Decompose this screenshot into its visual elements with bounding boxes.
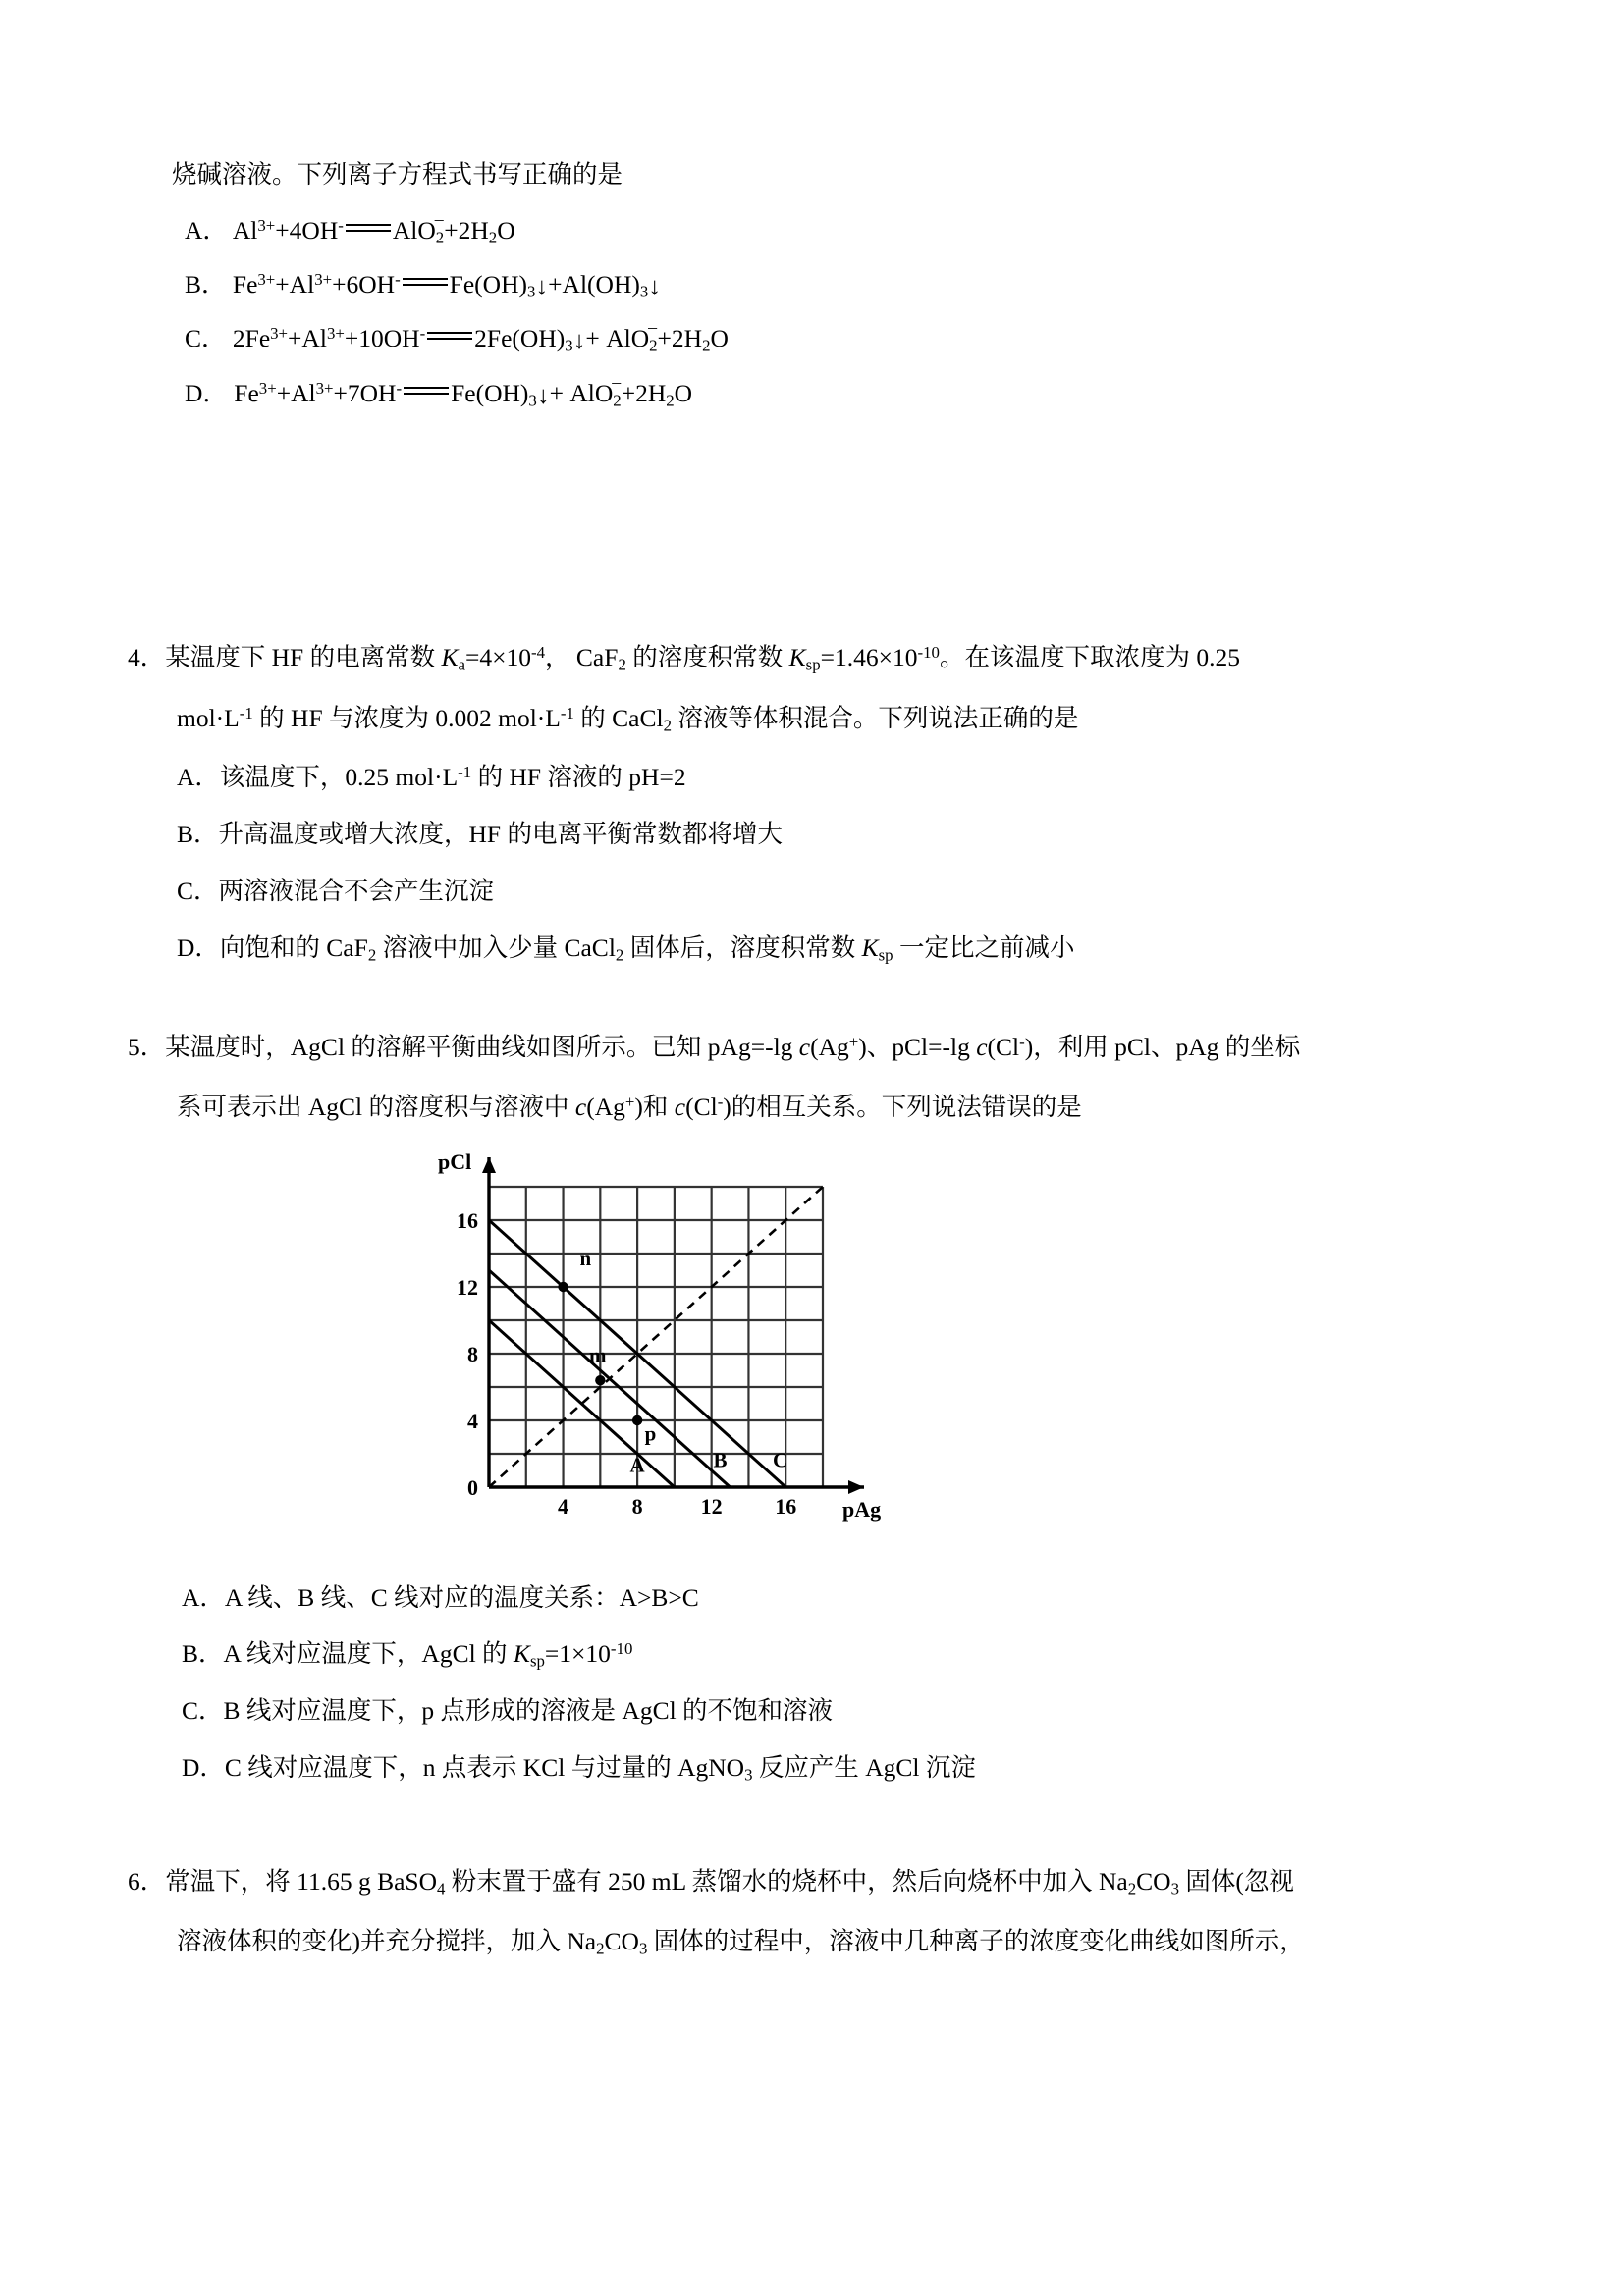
q5-stem1-part4: (Cl — [987, 1033, 1020, 1061]
q4-Ka: K — [441, 643, 459, 671]
q3-option-a-label: A． — [185, 216, 228, 244]
q5-option-d-text2: 反应产生 AgCl 沉淀 — [752, 1753, 976, 1782]
q5-stem2-c1: c — [574, 1093, 587, 1121]
q5-stem2-part5: )的相互关系。下列说法错误的是 — [723, 1093, 1082, 1121]
agcl-solubility-chart — [412, 1149, 962, 1556]
q5-option-b-label: B． — [182, 1639, 224, 1668]
q4-option-d-ksp-sub: sp — [878, 945, 893, 965]
q6-line1-part2: 粉末置于盛有 250 mL 蒸馏水的烧杯中，然后向烧杯中加入 Na — [445, 1867, 1128, 1896]
q4-exp1: -4 — [531, 642, 546, 662]
q4-option-d — [177, 929, 1074, 966]
q5-stem2-part1: 系可表示出 AgCl 的溶度积与溶液中 — [177, 1093, 575, 1121]
q4-stem-part3: ， CaF — [545, 643, 619, 671]
q4-stem-part1: 某温度下 HF 的电离常数 — [165, 643, 442, 671]
q5-stem2-part2: (Ag — [586, 1093, 625, 1121]
q5-option-d-sub: 3 — [744, 1765, 753, 1785]
q5-option-b-ksp-sub: sp — [529, 1651, 545, 1671]
y-tick-label: 16 — [457, 1208, 478, 1233]
q4-stem-part6: 。在该温度下取浓度为 0.25 — [939, 643, 1240, 671]
equals-bar-icon — [403, 277, 448, 288]
q5-option-a-text: A 线、B 线、C 线对应的温度关系：A>B>C — [224, 1583, 699, 1612]
q4-stem2-part1: mol·L — [177, 704, 240, 732]
q5-option-a — [182, 1578, 699, 1614]
y-tick-label: 4 — [467, 1409, 478, 1433]
q5-stem1-part5: )，利用 pCl、pAg 的坐标 — [1024, 1033, 1301, 1061]
q4-option-d-text4: 一定比之前减小 — [893, 934, 1075, 962]
x-tick-label: 16 — [775, 1494, 797, 1519]
q6-line1-part3: CO — [1136, 1867, 1171, 1896]
q5-stem-line1 — [128, 1028, 1300, 1063]
q5-option-d-text1: C 线对应温度下，n 点表示 KCl 与过量的 AgNO — [224, 1753, 745, 1782]
q3-option-d-label: D． — [185, 379, 228, 407]
q5-option-c — [182, 1691, 833, 1727]
q3-option-d — [185, 371, 693, 411]
q5-option-b-text2: =1×10 — [544, 1639, 611, 1668]
q4-caf2-sub: 2 — [618, 655, 626, 674]
q5-stem-line2 — [177, 1088, 1082, 1123]
q6-line2-co3-sub: 3 — [638, 1939, 648, 1958]
equals-bar-icon — [427, 331, 472, 342]
q6-number: 6． — [128, 1867, 166, 1896]
q5-stem1-part3: )、pCl=-lg — [858, 1033, 977, 1061]
q5-number: 5． — [128, 1033, 166, 1061]
data-point-n — [558, 1282, 568, 1292]
q5-stem2-part4: (Cl — [685, 1093, 718, 1121]
equals-bar-icon — [404, 386, 449, 397]
x-tick-label: 8 — [631, 1494, 643, 1519]
series-label-B: B — [713, 1448, 728, 1472]
q5-stem2-part3: )和 — [634, 1093, 675, 1121]
data-point-label-m: m — [589, 1343, 607, 1367]
q4-option-c-label: C． — [177, 877, 219, 905]
q3-stem-text: 烧碱溶液。下列离子方程式书写正确的是 — [172, 160, 623, 188]
q4-exp2: -10 — [917, 642, 940, 662]
q6-line1-part4: 固体(忽视 — [1179, 1867, 1294, 1896]
q5-option-b — [182, 1634, 632, 1672]
q4-stem-line1 — [128, 638, 1240, 675]
q4-option-c — [177, 872, 494, 907]
q4-Ka-sub: a — [458, 655, 465, 674]
q5-stem2-sup2: - — [717, 1092, 724, 1111]
q5-c2: c — [976, 1033, 988, 1061]
equals-bar-icon — [346, 223, 391, 234]
data-point-m — [595, 1375, 605, 1385]
q6-line2-na2-sub: 2 — [596, 1939, 605, 1958]
q5-option-b-sup: -10 — [610, 1638, 633, 1658]
data-point-label-n: n — [579, 1246, 592, 1270]
q4-option-a-label: A． — [177, 763, 220, 791]
q4-option-a-sup: -1 — [458, 762, 472, 781]
q3-option-b-label: B． — [185, 270, 227, 298]
q4-option-d-ksp: K — [861, 934, 879, 962]
x-tick-label: 4 — [558, 1494, 569, 1519]
q5-stem1-sup1: + — [848, 1032, 859, 1051]
q4-option-d-text1: 向饱和的 CaF — [219, 934, 368, 962]
q6-line2-part3: 固体的过程中，溶液中几种离子的浓度变化曲线如图所示， — [647, 1927, 1305, 1955]
q3-option-a-formula: $Al^{3+}+4OH^-$ AlO$_2$ – $+2H_2O$ — [232, 208, 515, 247]
q4-option-d-label: D． — [177, 934, 220, 962]
x-axis-title: pAg — [842, 1497, 882, 1522]
q3-stem — [172, 155, 623, 190]
q5-stem2-sup1: + — [624, 1092, 635, 1111]
q5-option-b-text1: A 线对应温度下，AgCl 的 — [223, 1639, 514, 1668]
y-tick-label: 8 — [467, 1342, 478, 1366]
q4-stem2-part3: 的 CaCl — [573, 704, 664, 732]
data-point-p — [632, 1415, 642, 1425]
q5-c1: c — [798, 1033, 811, 1061]
q4-stem-part4: 的溶度积常数 — [625, 643, 789, 671]
q4-stem2-part2: 的 HF 与浓度为 0.002 mol·L — [252, 704, 561, 732]
x-axis-arrow-icon — [848, 1480, 864, 1494]
q4-stem-part5: =1.46×10 — [820, 643, 918, 671]
q5-stem2-c2: c — [674, 1093, 686, 1121]
q4-option-a-text1: 该温度下，0.25 mol·L — [219, 763, 459, 791]
q6-co3-sub: 3 — [1170, 1879, 1180, 1898]
y-tick-label: 12 — [457, 1275, 478, 1300]
q5-option-d-label: D． — [182, 1753, 225, 1782]
q4-option-d-text2: 溶液中加入少量 CaCl — [376, 934, 616, 962]
q3-option-a — [185, 208, 515, 248]
q5-option-b-ksp: K — [513, 1639, 530, 1668]
x-tick-label: 12 — [700, 1494, 723, 1519]
q6-baso4-sub: 4 — [437, 1879, 446, 1898]
series-label-C: C — [773, 1448, 788, 1472]
q6-line2-part2: CO — [604, 1927, 639, 1955]
q6-na2-sub: 2 — [1127, 1879, 1137, 1898]
q4-option-d-sub2: 2 — [615, 945, 624, 965]
q3-option-c-label: C． — [185, 324, 227, 352]
q4-option-a — [177, 758, 686, 793]
q4-stem2-exp2: -1 — [560, 703, 574, 722]
q5-stem1-sup2: - — [1019, 1032, 1025, 1051]
q4-Ksp: K — [788, 643, 806, 671]
q6-line2 — [177, 1922, 1305, 1959]
q4-option-b-text: 升高温度或增大浓度，HF 的电离平衡常数都将增大 — [218, 820, 783, 848]
q3-option-b-formula: $Fe^{3+}+Al^{3+}+6OH^-$ $Fe(OH)_3↓+Al(OH)_3↓$ — [232, 269, 662, 301]
q4-Ksp-sub: sp — [805, 655, 821, 674]
q4-option-d-sub1: 2 — [367, 945, 377, 965]
q3-option-c — [185, 316, 729, 356]
q4-cacl2-sub: 2 — [663, 716, 672, 735]
q6-line1-part1: 常温下，将 11.65 g BaSO — [165, 1867, 437, 1896]
q4-stem-line2 — [177, 699, 1078, 736]
q4-stem-part2: =4×10 — [465, 643, 532, 671]
y-axis-arrow-icon — [482, 1157, 496, 1173]
series-label-A: A — [629, 1453, 645, 1477]
q4-number: 4． — [128, 643, 166, 671]
q4-stem2-part4: 溶液等体积混合。下列说法正确的是 — [672, 704, 1079, 732]
chart-svg — [412, 1149, 962, 1556]
origin-label: 0 — [467, 1475, 478, 1500]
q4-option-b — [177, 815, 783, 850]
q3-option-b — [185, 265, 661, 302]
data-point-label-p: p — [644, 1421, 657, 1446]
q4-stem2-exp1: -1 — [239, 703, 253, 722]
q5-option-d — [182, 1748, 976, 1786]
q4-option-c-text: 两溶液混合不会产生沉淀 — [218, 877, 495, 905]
q4-option-d-text3: 固体后，溶度积常数 — [623, 934, 862, 962]
q4-option-b-label: B． — [177, 820, 219, 848]
q5-option-c-text: B 线对应温度下，p 点形成的溶液是 AgCl 的不饱和溶液 — [223, 1696, 834, 1725]
q6-line2-part1: 溶液体积的变化)并充分搅拌，加入 Na — [177, 1927, 597, 1955]
q4-option-a-text2: 的 HF 溶液的 pH=2 — [471, 763, 686, 791]
q5-option-a-label: A． — [182, 1583, 225, 1612]
q3-option-c-formula: $2Fe^{3+}+Al^{3+}+10OH^-$ $2Fe(OH)_3↓+ AlO_2$ – $+2H_2O$ — [232, 316, 729, 355]
q5-option-c-label: C． — [182, 1696, 224, 1725]
y-axis-title: pCl — [438, 1149, 472, 1174]
q5-stem1-part1: 某温度时，AgCl 的溶解平衡曲线如图所示。已知 pAg=-lg — [165, 1033, 799, 1061]
q5-stem1-part2: (Ag — [810, 1033, 849, 1061]
q3-option-d-formula: $Fe^{3+}+Al^{3+}+7OH^-$ $Fe(OH)_3↓+ AlO_2$ – $+2H_2O$ — [234, 371, 693, 410]
q6-line1 — [128, 1862, 1294, 1899]
